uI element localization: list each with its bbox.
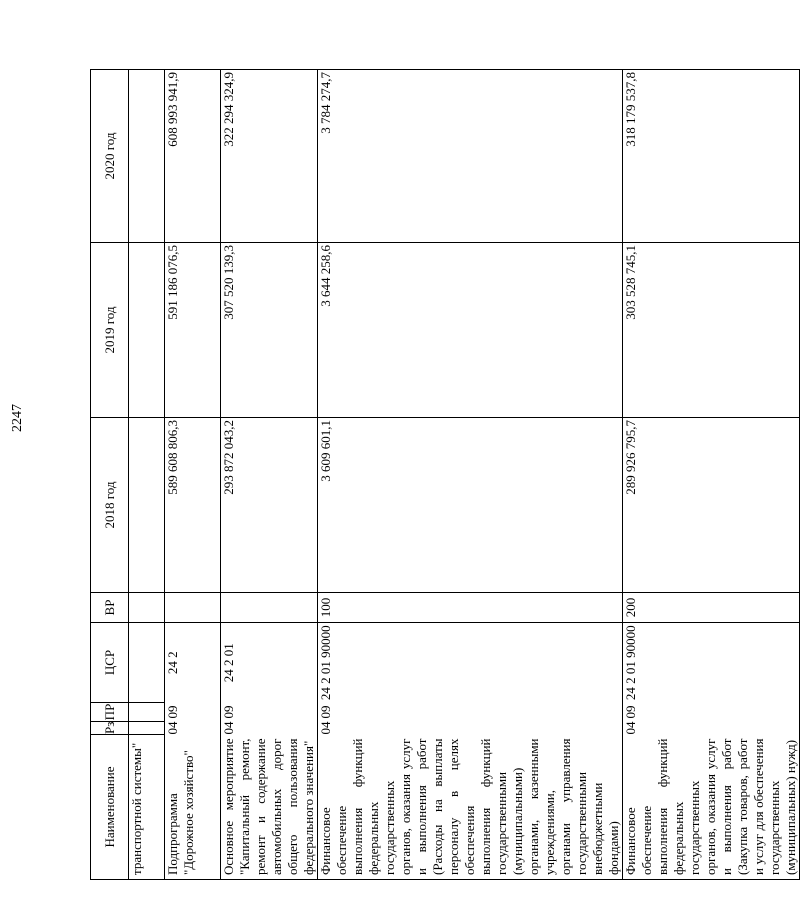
table-row <box>165 70 221 880</box>
row-name: Финансовое обеспечение выполнения функций федеральных государственных органов, оказания услуг и выполнения работ (Закупка товаров, работ и услуг для обеспечения государственных (муниципальных) нужд) <box>623 735 800 880</box>
row-name: Финансовое обеспечение выполнения функций федеральных государственных органов, оказания услуг и выполнения работ (Расходы на выплаты персоналу в целях обеспечения выполнения функций государственными (муниципальными) органами, казенными учреждениями, органами управления государственными внебюджетными фондами) <box>318 735 623 880</box>
row-name: Основное мероприятие "Капитальный ремонт, ремонт и содержание автомобильных дорог общего пользования федерального значения" <box>221 735 318 880</box>
row-2018: 589 608 806,3 <box>165 418 221 593</box>
row-vr <box>221 593 318 623</box>
row-rz: 04 <box>165 722 221 735</box>
table-body <box>129 70 800 880</box>
row-pr: 09 <box>318 703 623 722</box>
row-csr: 24 2 01 90000 <box>623 623 800 703</box>
header-2018: 2018 год <box>91 418 129 593</box>
row-2019: 591 186 076,5 <box>165 243 221 418</box>
row-2020: 608 993 941,9 <box>165 70 221 243</box>
row-pr: 09 <box>221 703 318 722</box>
row-2019: 303 528 745,1 <box>623 243 800 418</box>
row-2018: 293 872 043,2 <box>221 418 318 593</box>
header-2019: 2019 год <box>91 243 129 418</box>
row-csr: 24 2 01 90000 <box>318 623 623 703</box>
row-2020: 3 784 274,7 <box>318 70 623 243</box>
table-row <box>129 70 165 880</box>
continuation-text: транспортной системы" <box>129 735 165 880</box>
rotated-page <box>90 70 798 880</box>
header-csr: ЦСР <box>91 623 129 703</box>
row-2019: 307 520 139,3 <box>221 243 318 418</box>
header-name: Наименование <box>91 735 129 880</box>
row-vr: 200 <box>623 593 800 623</box>
row-name: Подпрограмма "Дорожное хозяйство" <box>165 735 221 880</box>
row-csr: 24 2 <box>165 623 221 703</box>
row-csr: 24 2 01 <box>221 623 318 703</box>
row-pr: 09 <box>623 703 800 722</box>
row-2018: 289 926 795,7 <box>623 418 800 593</box>
header-vr: ВР <box>91 593 129 623</box>
row-rz: 04 <box>221 722 318 735</box>
header-2020: 2020 год <box>91 70 129 243</box>
row-2019: 3 644 258,6 <box>318 243 623 418</box>
row-rz: 04 <box>623 722 800 735</box>
budget-table <box>90 69 800 880</box>
header-pr: ПР <box>91 703 129 722</box>
row-2020: 322 294 324,9 <box>221 70 318 243</box>
row-2020: 318 179 537,8 <box>623 70 800 243</box>
table-row <box>623 70 800 880</box>
row-pr: 09 <box>165 703 221 722</box>
table-row <box>221 70 318 880</box>
row-vr: 100 <box>318 593 623 623</box>
row-2018: 3 609 601,1 <box>318 418 623 593</box>
table-header <box>91 70 129 880</box>
table-row <box>318 70 623 880</box>
header-rz: Рз <box>91 722 129 735</box>
page-number: 2247 <box>10 404 25 432</box>
row-rz: 04 <box>318 722 623 735</box>
row-vr <box>165 593 221 623</box>
